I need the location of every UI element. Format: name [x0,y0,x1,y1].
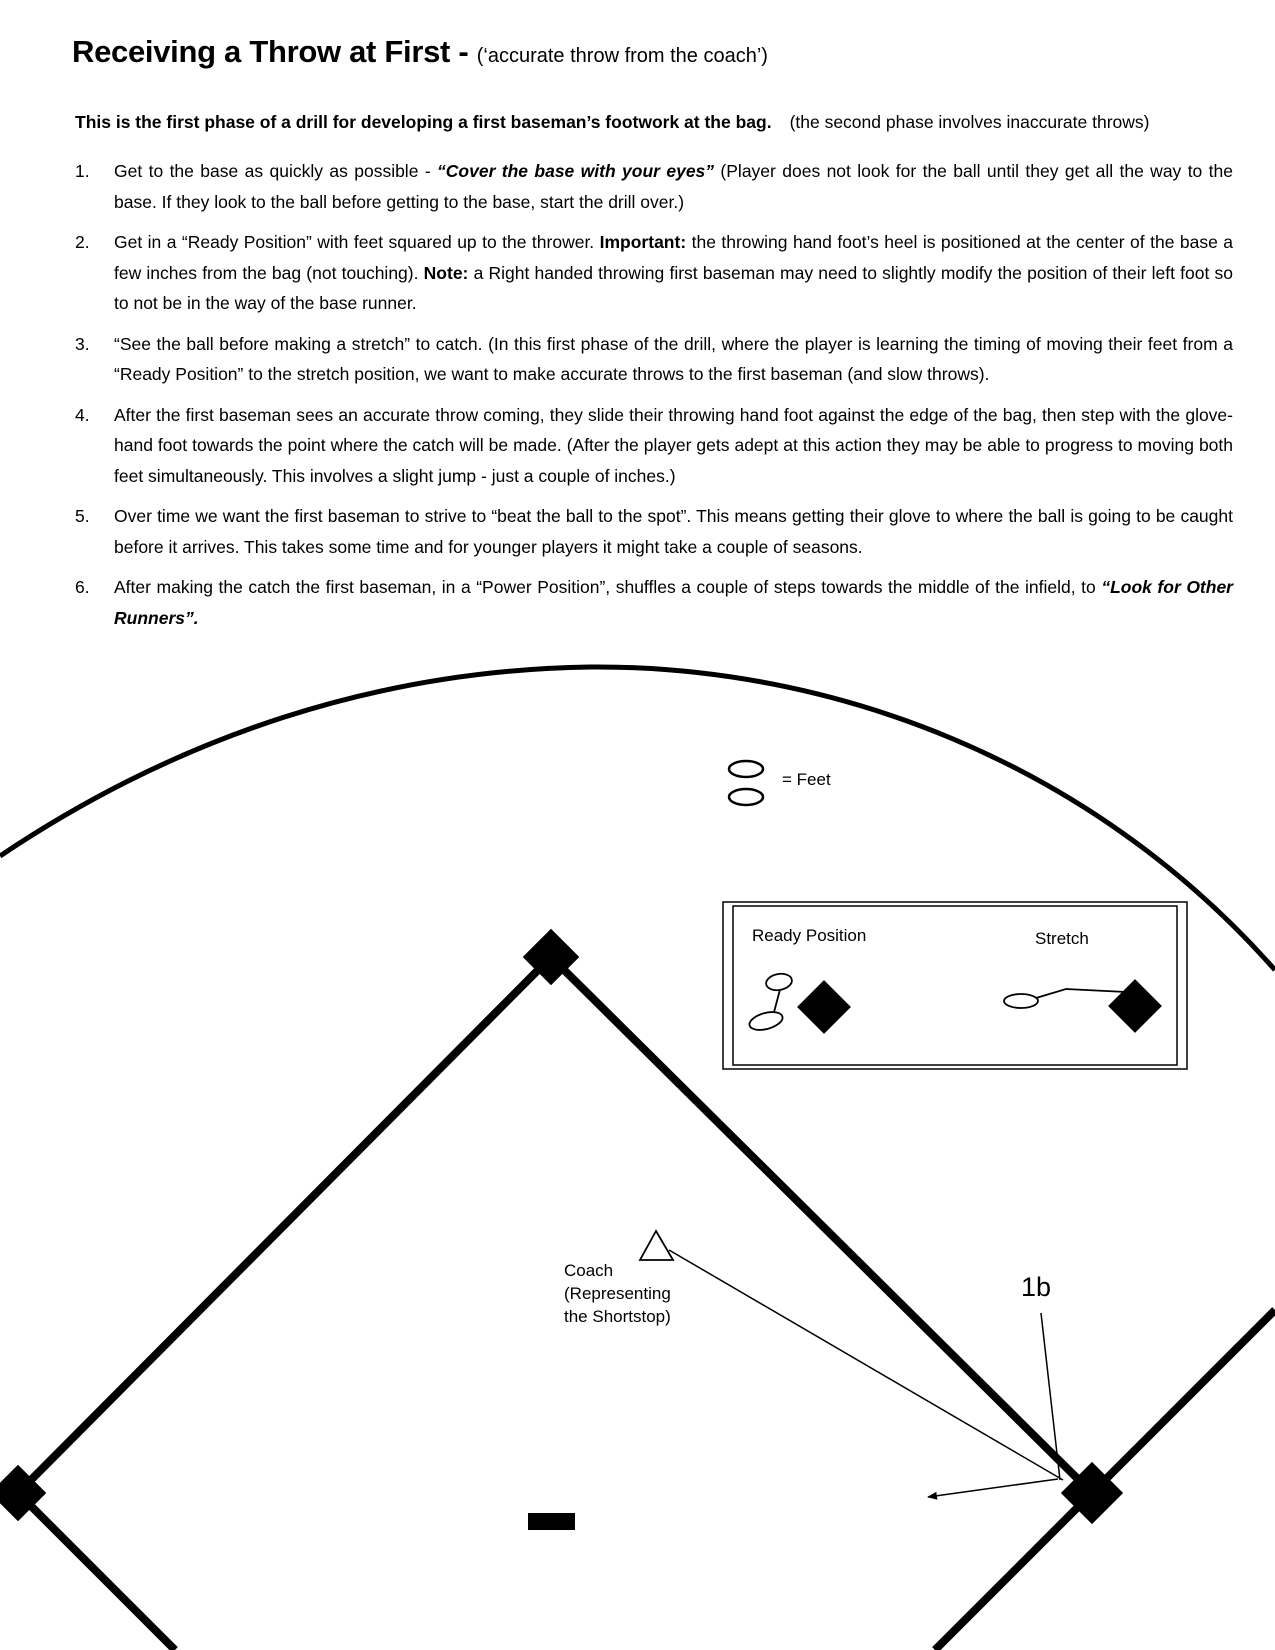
step-number: 1. [75,161,90,181]
throw-line [669,1250,1063,1480]
look-for-runners-arrow [928,1479,1058,1497]
intro-aside: (the second phase involves inaccurate throws) [789,112,1150,132]
step-number: 4. [75,404,90,425]
intro-paragraph [75,112,1235,133]
coach-label-line-2: (Representing [564,1284,671,1303]
step-number: 5. [75,506,90,526]
stretch-label: Stretch [1035,929,1089,948]
step-1-emphasis: “Cover the base with your eyes” [437,161,715,181]
ready-position-label: Ready Position [752,926,867,945]
step-3: 3. “See the ball before making a stretch” to catch. (In this first phase of the drill, where the player is learning the timing of moving their feet from a “Ready Position” to the stretch position, we want to make accurate throws to the first baseman (and slow throws). [75,329,1233,390]
feet-legend-label: = Feet [782,770,831,789]
note-label: Note: [423,262,469,283]
coach-label-line-3: the Shortstop) [564,1307,671,1326]
page-subtitle: (‘accurate throw from the coach’) [476,45,768,67]
pitchers-rubber-icon [528,1513,575,1530]
step-5: 5. Over time we want the first baseman to strive to “beat the ball to the spot”. This means getting their glove to where the ball is going to be caught before it arrives. This takes some time and for younger players it might take a couple of seasons. [75,501,1233,562]
step-1: 1. Get to the base as quickly as possible - “Cover the base with your eyes” (Player does not look for the ball until they get all the way to the base. If they look to the ball before getting to the base, start the drill over.) [75,156,1233,217]
coach-label [564,1259,671,1328]
coach-triangle-icon [640,1231,673,1260]
step-2: 2. Get in a “Ready Position” with feet squared up to the thrower. Important: the throwing hand foot’s heel is positioned at the center of the base a few inches from the bag (not touching). Note: a Right handed throwing first baseman may need to slightly modify the position of their left foot so to not be in the way of the base runner. [75,227,1233,319]
important-label: Important: [599,232,687,252]
step-number: 6. [75,577,90,597]
step-6: 6. After making the catch the first baseman, in a “Power Position”, shuffles a couple of steps towards the middle of the infield, to “Look for Other Runners”. [75,572,1233,633]
first-base-label: 1b [1021,1272,1052,1302]
intro-bold-text: This is the first phase of a drill for developing a first baseman’s footwork at the bag. [75,112,772,132]
step-6-emphasis: “Look for Other Runners”. [114,577,1233,628]
step-number: 3. [75,333,90,354]
feet-legend-icon [729,761,763,805]
step-4: 4. After the first baseman sees an accurate throw coming, they slide their throwing hand foot against the edge of the bag, then step with the glove-hand foot towards the point where the catch will be made. (After the player gets adept at this action they may be able to progress to moving both feet simultaneously. This involves a slight jump - just a couple of inches.) [75,400,1233,492]
drill-steps-list [75,156,1233,643]
coach-label-line-1: Coach [564,1261,614,1280]
page-title: Receiving a Throw at First - (‘accurate throw from the coach’) [72,34,768,69]
step-number: 2. [75,232,90,252]
